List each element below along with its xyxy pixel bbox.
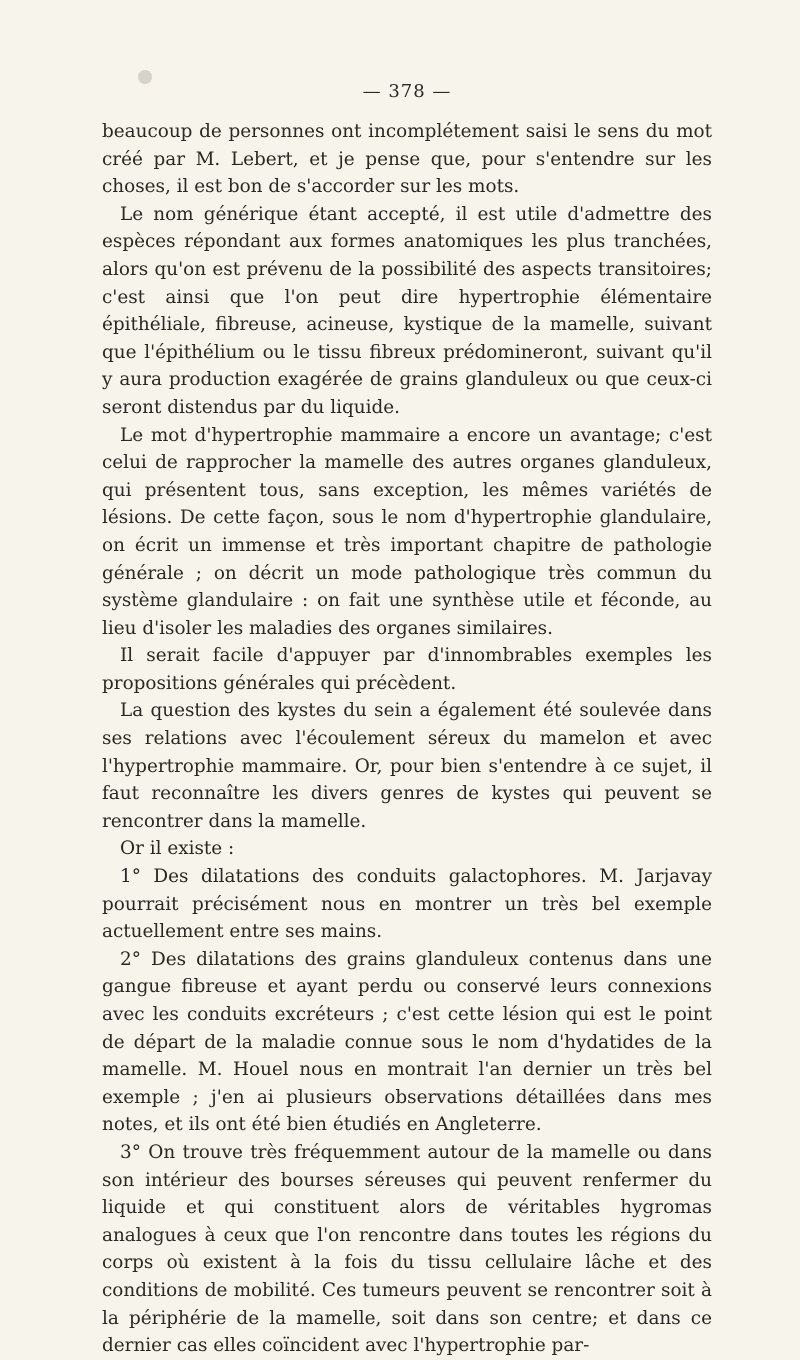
paragraph-7: 1° Des dilatations des conduits galactophores. M. Jarjavay pourrait précisément nous en montrer un très bel exemple actuellement entre ses mains. (102, 866, 712, 943)
paragraph-1: beaucoup de personnes ont incomplétement saisi le sens du mot créé par M. Lebert, et je pense que, pour s'entendre sur les choses, il est bon de s'accorder sur les mots. (102, 121, 712, 198)
paragraph-3: Le mot d'hypertrophie mammaire a encore un avantage; c'est celui de rapprocher la mamelle des autres organes glanduleux, qui présentent tous, sans exception, les mêmes variétés de lésions. De cette façon, sous le nom d'hypertrophie glandulaire, on écrit un immense et très important chapitre de pathologie générale ; on décrit un mode pathologique très commun du système glandulaire : on fait une synthèse utile et féconde, au lieu d'isoler les maladies des organes similaires. (102, 424, 712, 639)
paragraph-5: La question des kystes du sein a également été soulevée dans ses relations avec l'écoulement séreux du mamelon et avec l'hypertrophie mammaire. Or, pour bien s'entendre à ce sujet, il faut reconnaître les divers genres de kystes qui peuvent se rencontrer dans la mamelle. (102, 700, 712, 832)
paragraph-8: 2° Des dilatations des grains glanduleux contenus dans une gangue fibreuse et ayant perdu ou conservé leurs connexions avec les conduits excréteurs ; c'est cette lésion qui est le point de départ de la maladie connue sous le nom d'hydatides de la mamelle. M. Houel nous en montrait l'an dernier un très bel exemple ; j'en ai plusieurs observations détaillées dans mes notes, et ils ont été bien étudiés en Angleterre. (102, 948, 712, 1136)
paragraph-6: Or il existe : (120, 838, 235, 860)
paragraph-2: Le nom générique étant accepté, il est utile d'admettre des espèces répondant aux formes anatomiques les plus tranchées, alors qu'on est prévenu de la possibilité des aspects transitoires; c'est ainsi que l'on peut dire hypertrophie élémentaire épithéliale, fibreuse, acineuse, kystique de la mamelle, suivant que l'épithélium ou le tissu fibreux prédomineront, suivant qu'il y aura production exagérée de grains glanduleux ou que ceux-ci seront distendus par du liquide. (102, 203, 712, 418)
page-number: — 378 — (362, 81, 452, 102)
paragraph-4: Il serait facile d'appuyer par d'innombrables exemples les propositions générales qui précèdent. (102, 645, 712, 694)
paragraph-9: 3° On trouve très fréquemment autour de la mamelle ou dans son intérieur des bourses séreuses qui peuvent renfermer du liquide et qui constituent alors de véritables hygromas analogues à ceux que l'on rencontre dans toutes les régions du corps où existent à la fois du tissu cellulaire lâche et des conditions de mobilité. Ces tumeurs peuvent se rencontrer soit à la périphérie de la mamelle, soit dans son centre; et dans ce dernier cas elles coïncident avec l'hypertrophie par- (102, 1141, 712, 1357)
body-text (102, 118, 712, 1360)
ink-smudge (138, 70, 152, 84)
